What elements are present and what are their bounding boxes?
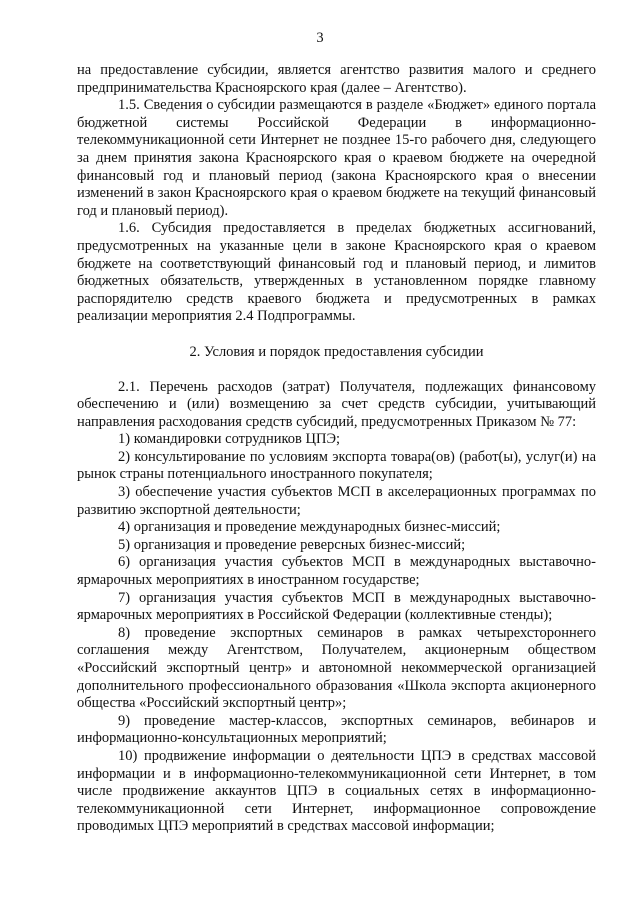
page-number: 3 bbox=[316, 30, 324, 46]
document-body bbox=[77, 62, 596, 836]
list-item-1: 1) командировки сотрудников ЦПЭ; bbox=[118, 431, 341, 448]
section-title: 2. Условия и порядок предоставления субсидии bbox=[189, 343, 484, 360]
list-item-6: 6) организация участия субъектов МСП в международных выставочно-ярмарочных мероприятиях в иностранном государстве; bbox=[77, 554, 596, 589]
list-item-10: 10) продвижение информации о деятельности ЦПЭ в средствах массовой информации и в информационно-телекоммуникационной сети Интернет, в том числе продвижение аккаунтов ЦПЭ в социальных сетях в информационно-телекоммуникационной сети Интернет, информационное сопровождение проводимых ЦПЭ мероприятий в средствах массовой информации; bbox=[77, 747, 596, 835]
paragraph-intro: на предоставление субсидии, является агентство развития малого и среднего предпринимательства Красноярского края (далее – Агентство). bbox=[77, 62, 596, 96]
list-item-7: 7) организация участия субъектов МСП в международных выставочно-ярмарочных мероприятиях в Российской Федерации (коллективные стенды); bbox=[77, 589, 596, 624]
paragraph-1-5: 1.5. Сведения о субсидии размещаются в разделе «Бюджет» единого портала бюджетной системы Российской Федерации в информационно-телекоммуникационной сети Интернет не позднее 15-го рабочего дня, следующего за днем принятия закона Красноярского края о краевом бюджете на очередной финансовый год и плановый период (закона Красноярского края о внесении изменений в закон Красноярского края о краевом бюджете на текущий финансовый год и плановый период). bbox=[77, 97, 596, 219]
paragraph-1-6: 1.6. Субсидия предоставляется в пределах бюджетных ассигнований, предусмотренных на указанные цели в законе Красноярского края о краевом бюджете на соответствующий финансовый год и плановый период, и лимитов бюджетных обязательств, утвержденных в установленном порядке главному распорядителю средств краевого бюджета и предусмотренных в рамках реализации мероприятия 2.4 Подпрограммы. bbox=[77, 220, 596, 325]
list-item-8: 8) проведение экспортных семинаров в рамках четырехстороннего соглашения между Агентством, Получателем, акционерным обществом «Российский экспортный центр» и автономной некоммерческой организацией дополнительного профессионального образования «Школа экспорта акционерного общества «Российский экспортный центр»; bbox=[77, 624, 596, 712]
list-item-5: 5) организация и проведение реверсных бизнес-миссий; bbox=[118, 536, 466, 553]
list-item-2: 2) консультирование по условиям экспорта товара(ов) (работ(ы), услуг(и) на рынок страны потенциального иностранного покупателя; bbox=[77, 448, 596, 483]
paragraph-2-1: 2.1. Перечень расходов (затрат) Получателя, подлежащих финансовому обеспечению и (или) возмещению за счет средств субсидии, учитывающий направления расходования средств субсидий, предусмотренных Приказом № 77: bbox=[77, 378, 596, 430]
list-item-4: 4) организация и проведение международных бизнес-миссий; bbox=[118, 519, 501, 536]
list-item-3: 3) обеспечение участия субъектов МСП в акселерационных программах по развитию экспортной деятельности; bbox=[77, 484, 596, 518]
list-item-9: 9) проведение мастер-классов, экспортных семинаров, вебинаров и информационно-консультационных мероприятий; bbox=[77, 712, 596, 747]
